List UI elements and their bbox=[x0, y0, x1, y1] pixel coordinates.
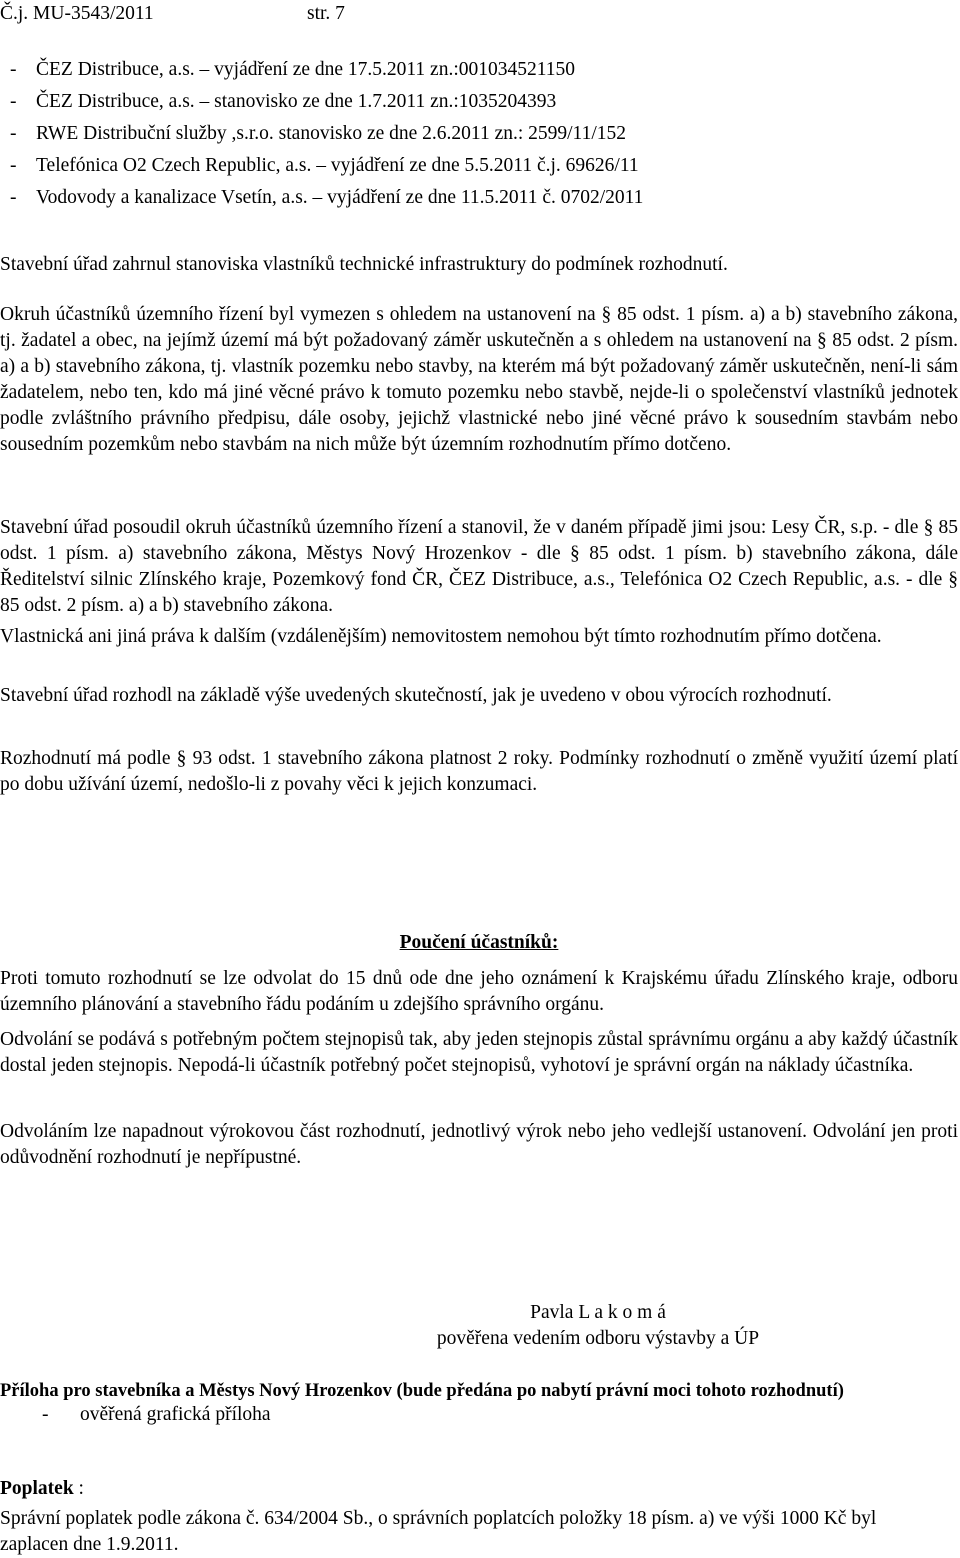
paragraph: Proti tomuto rozhodnutí se lze odvolat do 15 dnů ode dne jeho oznámení k Krajskému úřadu Zlínského kraje, odboru územního plánování a stavebního řádu podáním u zdejšího správního orgánu. bbox=[0, 968, 958, 1015]
list-item: - Vodovody a kanalizace Vsetín, a.s. – vyjádření ze dne 11.5.2011 č. 0702/2011 bbox=[10, 187, 644, 208]
fee-label: Poplatek bbox=[0, 1478, 74, 1499]
paragraph: Odvoláním lze napadnout výrokovou část rozhodnutí, jednotlivý výrok nebo jeho vedlejší ustanovení. Odvolání jen proti odůvodnění rozhodnutí je nepřípustné. bbox=[0, 1121, 958, 1168]
document-reference: Č.j. MU-3543/2011 bbox=[0, 3, 154, 24]
list-item: - ČEZ Distribuce, a.s. – stanovisko ze dne 1.7.2011 zn.:1035204393 bbox=[10, 91, 557, 112]
fee-text: Správní poplatek podle zákona č. 634/2004 Sb., o správních poplatcích položky 18 písm. a) ve výši 1000 Kč byl zaplacen dne 1.9.2011. bbox=[0, 1508, 877, 1555]
paragraph: Okruh účastníků územního řízení byl vymezen s ohledem na ustanovení na § 85 odst. 1 písm. a) a b) stavebního zákona, tj. žadatel a obec, na jejímž území má být požadovaný záměr uskutečněn a s ohledem na ustanovení na § 85 odst. 2 písm. a) a b) stavebního zákona, tj. vlastník pozemku nebo stavby, na kterém má být požadovaný záměr uskutečněn, není-li sám žadatelem, nebo ten, kdo má jiné věcné právo k tomuto pozemku nebo stavbě, nejde-li o společenství vlastníků jednotek podle zvláštního právního předpisu, dále osoby, jejichž vlastnické nebo jiné věcné právo k sousedním stavbám nebo sousedním pozemkům nebo stavbám na nich může být územním rozhodnutím přímo dotčeno. bbox=[0, 304, 958, 455]
section-title: Poučení účastníků: bbox=[399, 932, 559, 953]
paragraph: Stavební úřad rozhodl na základě výše uvedených skutečností, jak je uvedeno v obou výrocích rozhodnutí. bbox=[0, 685, 832, 706]
signature-name: Pavla L a k o m á bbox=[530, 1302, 666, 1323]
attachment-item: - ověřená grafická příloha bbox=[42, 1404, 271, 1425]
signature-position: pověřena vedením odboru výstavby a ÚP bbox=[436, 1328, 760, 1349]
paragraph: Stavební úřad zahrnul stanoviska vlastníků technické infrastruktury do podmínek rozhodnutí. bbox=[0, 254, 728, 275]
page-number: str. 7 bbox=[307, 3, 345, 24]
attachment-heading: Příloha pro stavebníka a Městys Nový Hrozenkov (bude předána po nabytí právní moci tohoto rozhodnutí) bbox=[0, 1381, 844, 1401]
list-item: - RWE Distribuční služby ,s.r.o. stanovisko ze dne 2.6.2011 zn.: 2599/11/152 bbox=[10, 123, 626, 144]
page-header bbox=[0, 3, 958, 29]
paragraph: Stavební úřad posoudil okruh účastníků územního řízení a stanovil, že v daném případě jimi jsou: Lesy ČR, s.p. - dle § 85 odst. 1 písm. a) stavebního zákona, Městys Nový Hrozenkov - dle § 85 odst. 1 písm. b) stavebního zákona, dále Ředitelství silnic Zlínského kraje, Pozemkový fond ČR, ČEZ Distribuce, a.s., Telefónica O2 Czech Republic, a.s. - dle § 85 odst. 2 písm. a) a b) stavebního zákona. bbox=[0, 517, 958, 616]
paragraph: Rozhodnutí má podle § 93 odst. 1 stavebního zákona platnost 2 roky. Podmínky rozhodnutí o změně využití území platí po dobu užívání území, nedošlo-li z povahy věci k jejich konzumaci. bbox=[0, 748, 958, 795]
paragraph: Odvolání se podává s potřebným počtem stejnopisů tak, aby jeden stejnopis zůstal správnímu orgánu a aby každý účastník dostal jeden stejnopis. Nepodá-li účastník potřebný počet stejnopisů, vyhotoví je správní orgán na náklady účastníka. bbox=[0, 1029, 958, 1076]
fee-heading bbox=[0, 1476, 958, 1502]
list-item: - Telefónica O2 Czech Republic, a.s. – vyjádření ze dne 5.5.2011 č.j. 69626/11 bbox=[10, 155, 639, 176]
paragraph: Vlastnická ani jiná práva k dalším (vzdálenějším) nemovitostem nemohou být tímto rozhodnutím přímo dotčena. bbox=[0, 626, 882, 647]
fee-label-colon: : bbox=[73, 1478, 84, 1499]
list-item: - ČEZ Distribuce, a.s. – vyjádření ze dne 17.5.2011 zn.:001034521150 bbox=[10, 59, 576, 80]
